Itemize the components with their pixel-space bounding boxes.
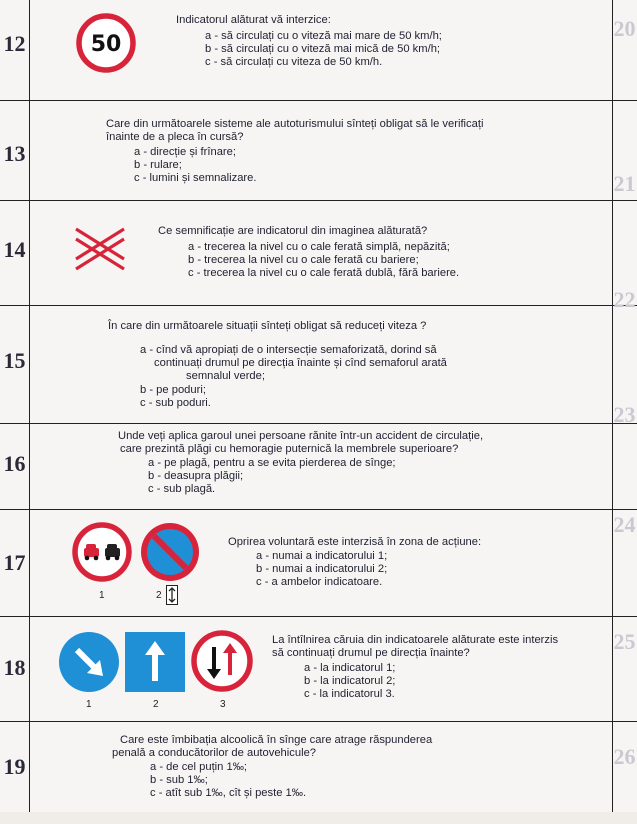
- question-19: [0, 722, 637, 812]
- question-stem: Oprirea voluntară este interzisă în zona de acțiune:: [228, 536, 482, 548]
- ghost-number: 23: [613, 402, 636, 427]
- no-stopping-sign: [138, 520, 202, 584]
- question-stem-line-1: Unde veți aplica garoul unei persoane rănite într-un accident de circulație,: [118, 430, 484, 442]
- question-12: [0, 0, 637, 101]
- answer-option-b[interactable]: b - trecerea la nivel cu o cale ferată cu bariere;: [188, 254, 419, 266]
- answer-option-b[interactable]: b - pe poduri;: [140, 384, 206, 396]
- answer-option-c[interactable]: c - lumini și semnalizare.: [134, 172, 257, 184]
- sign-label-1: 1: [86, 699, 92, 710]
- question-stem: Indicatorul alăturat vă interzice:: [176, 14, 331, 26]
- question-17: [0, 510, 637, 617]
- answer-option-c[interactable]: c - la indicatorul 3.: [304, 688, 395, 700]
- answer-option-b[interactable]: b - deasupra plăgii;: [148, 470, 244, 482]
- answer-option-a[interactable]: a - cînd vă apropiați de o intersecție semaforizată, dorind să: [140, 344, 437, 356]
- page-bottom-edge: [0, 812, 637, 824]
- answer-option-c[interactable]: c - să circulați cu viteza de 50 km/h.: [205, 56, 383, 68]
- railway-crossing-double-sign: [72, 225, 128, 273]
- question-stem-line-2: înainte de a pleca în cursă?: [106, 131, 244, 143]
- question-15: [0, 306, 637, 427]
- answer-option-c[interactable]: c - a ambelor indicatoare.: [256, 576, 383, 588]
- answer-option-b[interactable]: b - rulare;: [134, 159, 182, 171]
- question-13: [0, 101, 637, 201]
- answer-option-b[interactable]: b - să circulați cu o viteză mai mică de 50 km/h;: [205, 43, 441, 55]
- question-stem-line-1: La întîlnirea căruia din indicatoarele alăturate este interzis: [272, 634, 559, 646]
- speed-limit-sign: [76, 13, 136, 73]
- no-overtaking-sign: [72, 522, 132, 582]
- ghost-number: 24: [613, 512, 636, 537]
- question-number: 13: [3, 141, 26, 166]
- ghost-number: 22: [613, 287, 636, 312]
- speed-limit-value: 50: [90, 32, 122, 57]
- answer-option-c[interactable]: c - sub plagă.: [148, 483, 216, 495]
- answer-option-a[interactable]: a - să circulați cu o viteză mai mare de 50 km/h;: [205, 30, 442, 42]
- sign-label-2: 2: [156, 590, 162, 601]
- question-number: 18: [3, 655, 26, 680]
- answer-option-c[interactable]: c - atît sub 1‰, cît și peste 1‰.: [150, 787, 307, 799]
- answer-option-b[interactable]: b - la indicatorul 2;: [304, 675, 396, 687]
- answer-option-a[interactable]: a - direcție și frînare;: [134, 146, 236, 158]
- answer-option-a[interactable]: a - pe plagă, pentru a se evita pierderea de sînge;: [148, 457, 396, 469]
- double-arrow-plate-icon: [166, 585, 178, 605]
- question-18: [0, 617, 637, 722]
- answer-option-a[interactable]: a - de cel puțin 1‰;: [150, 761, 248, 773]
- question-stem: În care din următoarele situații sînteți obligat să reduceți viteza ?: [108, 320, 427, 332]
- question-number: 16: [3, 451, 26, 476]
- question-number: 15: [3, 348, 26, 373]
- question-stem-line-2: să continuați drumul pe direcția înainte?: [272, 647, 470, 659]
- answer-option-a[interactable]: a - la indicatorul 1;: [304, 662, 396, 674]
- go-straight-sign: [124, 631, 186, 693]
- question-number: 14: [3, 237, 26, 262]
- answer-option-b[interactable]: b - numai a indicatorului 2;: [256, 563, 388, 575]
- sign-label-3: 3: [220, 699, 226, 710]
- question-stem-line-1: Care este îmbibația alcoolică în sînge care atrage răspunderea: [120, 734, 433, 746]
- oncoming-priority-sign: [190, 629, 254, 693]
- question-stem-line-1: Care din următoarele sisteme ale autoturismului sînteți obligat să le verificați: [106, 118, 484, 130]
- answer-option-c[interactable]: c - trecerea la nivel cu o cale ferată dublă, fără bariere.: [188, 267, 460, 279]
- question-stem-line-2: penală a conducătorilor de autovehicule?: [112, 747, 317, 759]
- keep-right-sign: [58, 631, 120, 693]
- question-number: 12: [3, 31, 26, 56]
- question-16: [0, 424, 637, 510]
- ghost-number: 26: [613, 744, 636, 769]
- ghost-number: 21: [613, 171, 636, 196]
- sign-label-2: 2: [153, 699, 159, 710]
- question-stem: Ce semnificație are indicatorul din imaginea alăturată?: [158, 225, 428, 237]
- sign-label-1: 1: [99, 590, 105, 601]
- answer-option-a[interactable]: a - trecerea la nivel cu o cale ferată simplă, nepăzită;: [188, 241, 450, 253]
- question-number: 19: [3, 754, 26, 779]
- answer-option-b[interactable]: b - sub 1‰;: [150, 774, 208, 786]
- ghost-number: 25: [613, 629, 636, 654]
- ghost-number: 20: [613, 16, 636, 41]
- question-number: 17: [3, 550, 26, 575]
- answer-option-c[interactable]: c - sub poduri.: [140, 397, 211, 409]
- question-stem-line-2: care prezintă plăgi cu hemoragie puternică la membrele superioare?: [120, 443, 459, 455]
- answer-option-a-continued: continuați drumul pe direcția înainte și cînd semaforul arată: [154, 357, 447, 369]
- answer-option-a-continued: semnalul verde;: [186, 370, 265, 382]
- answer-option-a[interactable]: a - numai a indicatorului 1;: [256, 550, 388, 562]
- question-14: [0, 201, 637, 312]
